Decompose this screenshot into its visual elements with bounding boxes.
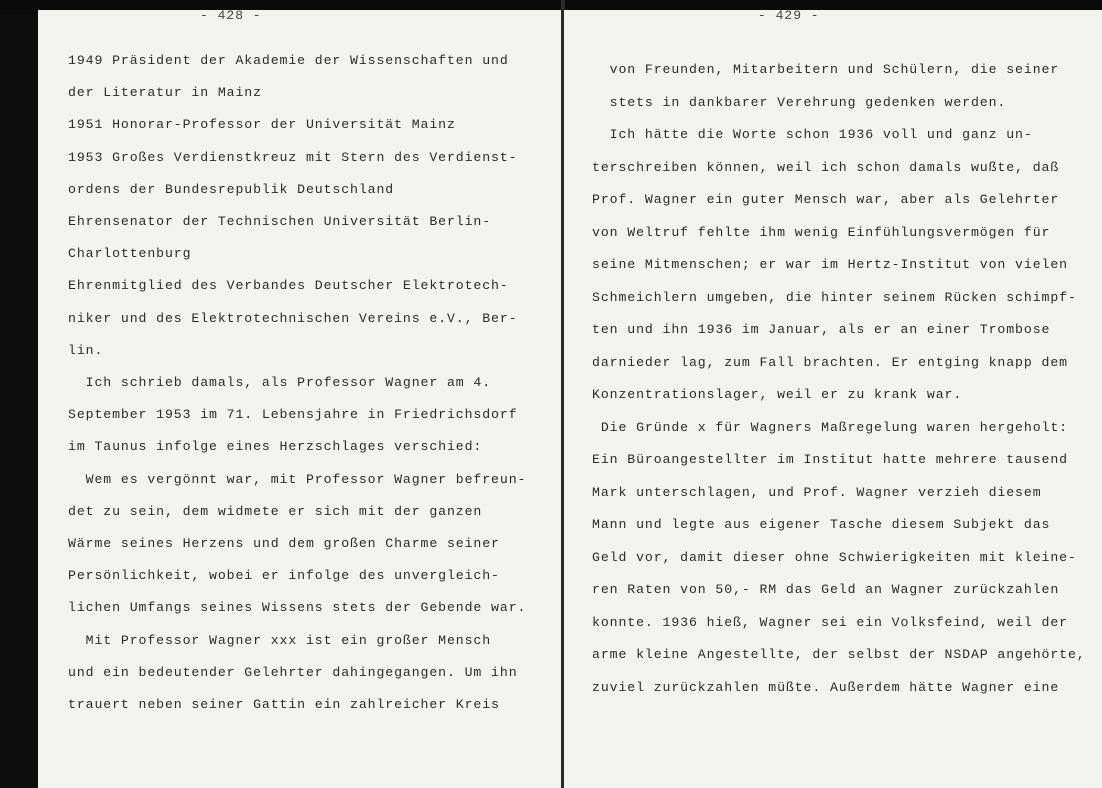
text-line: Charlottenburg — [68, 246, 192, 262]
text-line: Ehrensenator der Technischen Universität Berlin- — [68, 214, 492, 229]
text-line: Prof. Wagner ein guter Mensch war, aber als Gelehrter — [592, 192, 1060, 207]
left-page-number: - 428 - — [200, 8, 262, 23]
text-line: trauert neben seiner Gattin ein zahlreicher Kreis — [68, 697, 500, 712]
right-page — [564, 10, 1102, 788]
text-line: ten und ihn 1936 im Januar, als er an einer Trombose — [592, 322, 1051, 337]
text-line: Geld vor, damit dieser ohne Schwierigkeiten mit kleine- — [592, 549, 1077, 565]
text-line: im Taunus infolge eines Herzschlages verschied: — [68, 439, 483, 455]
text-line: Schmeichlern umgeben, die hinter seinem Rücken schimpf- — [592, 289, 1077, 305]
text-line: Ich schrieb damals, als Professor Wagner am 4. — [68, 375, 492, 390]
text-line: darnieder lag, zum Fall brachten. Er entging knapp dem — [592, 354, 1068, 370]
text-line: Mark unterschlagen, und Prof. Wagner verzieh diesem — [592, 484, 1042, 500]
text-line: und ein bedeutender Gelehrter dahingegangen. Um ihn — [68, 664, 518, 680]
text-line: 1951 Honorar-Professor der Universität Mainz — [68, 117, 456, 133]
right-page-number: - 429 - — [758, 8, 820, 23]
text-line: 1949 Präsident der Akademie der Wissenschaften und — [68, 53, 509, 68]
text-line: lichen Umfangs seines Wissens stets der Gebende war. — [68, 600, 527, 616]
text-line: stets in dankbarer Verehrung gedenken werden. — [592, 94, 1007, 110]
text-line: ren Raten von 50,- RM das Geld an Wagner zurückzahlen — [592, 582, 1060, 597]
text-line: Die Gründe x für Wagners Maßregelung waren hergeholt: — [592, 419, 1068, 435]
text-line: der Literatur in Mainz — [68, 85, 262, 101]
text-line: zuviel zurückzahlen müßte. Außerdem hätte Wagner eine — [592, 679, 1060, 695]
text-line: Ich hätte die Worte schon 1936 voll und ganz un- — [592, 127, 1033, 142]
text-line: lin. — [68, 342, 104, 358]
text-line: 1953 Großes Verdienstkreuz mit Stern des Verdienst- — [68, 149, 518, 165]
text-line: von Freunden, Mitarbeitern und Schülern, die seiner — [592, 62, 1060, 77]
text-line: von Weltruf fehlte ihm wenig Einfühlungsvermögen für — [592, 224, 1051, 240]
text-line: Ehrenmitglied des Verbandes Deutscher Elektrotech- — [68, 278, 509, 294]
text-line: konnte. 1936 hieß, Wagner sei ein Volksfeind, weil der — [592, 614, 1068, 630]
text-line: September 1953 im 71. Lebensjahre in Friedrichsdorf — [68, 407, 518, 423]
text-line: Mann und legte aus eigener Tasche diesem Subjekt das — [592, 517, 1051, 532]
text-line: terschreiben können, weil ich schon damals wußte, daß — [592, 159, 1060, 175]
text-line: det zu sein, dem widmete er sich mit der ganzen — [68, 503, 483, 519]
text-line: Mit Professor Wagner xxx ist ein großer Mensch — [68, 632, 492, 648]
text-line: Konzentrationslager, weil er zu krank war. — [592, 387, 963, 402]
text-line: seine Mitmenschen; er war im Hertz-Institut von vielen — [592, 257, 1068, 272]
text-line: niker und des Elektrotechnischen Vereins e.V., Ber- — [68, 310, 518, 326]
text-line: Wärme seines Herzens und dem großen Charme seiner — [68, 536, 500, 551]
left-page — [38, 10, 562, 788]
text-line: Ein Büroangestellter im Institut hatte mehrere tausend — [592, 452, 1068, 467]
text-line: Wem es vergönnt war, mit Professor Wagner befreun- — [68, 471, 527, 487]
text-line: ordens der Bundesrepublik Deutschland — [68, 181, 395, 197]
text-line: arme kleine Angestellte, der selbst der NSDAP angehörte, — [592, 647, 1086, 662]
text-line: Persönlichkeit, wobei er infolge des unvergleich- — [68, 568, 500, 584]
